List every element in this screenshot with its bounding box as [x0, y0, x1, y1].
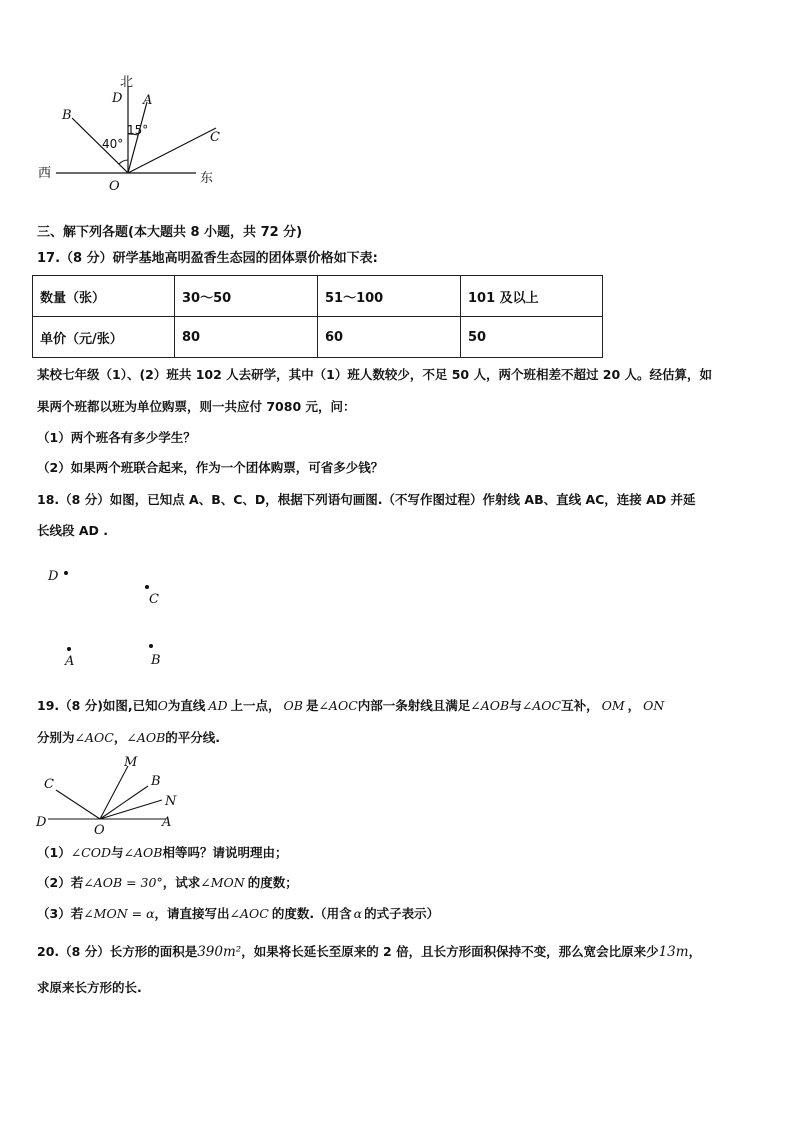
west-label: 西: [38, 166, 52, 181]
q17-body-line2: 果两个班都以班为单位购票，则一共应付 7080 元，问：: [37, 399, 356, 414]
math-cod: ∠COD: [70, 845, 112, 860]
table-cell: 80: [175, 317, 318, 358]
math-aoc: ∠AOC: [74, 730, 114, 745]
text: 的式子表示）: [364, 906, 440, 921]
point-b-label: B: [151, 653, 161, 668]
point-o-label: O: [94, 823, 105, 837]
table-cell: 60: [318, 317, 461, 358]
section-3-heading: 三、解下列各题(本大题共 8 小题，共 72 分): [37, 225, 303, 240]
text: 上一点，: [230, 698, 281, 713]
point-n-label: N: [165, 794, 177, 809]
angle-15-label: 15°: [127, 123, 149, 137]
math-ad: AD: [208, 698, 228, 713]
point-a-label: A: [143, 93, 153, 108]
text: 互补，: [561, 698, 599, 713]
q19-sub2: [37, 874, 298, 892]
q19-sub1: [37, 844, 287, 862]
q20-line2: 求原来长方形的长.: [37, 980, 142, 995]
math-expr: ∠AOB = 30°: [83, 875, 163, 890]
point-c-label: C: [44, 777, 54, 792]
math-mon: ∠MON: [200, 875, 245, 890]
table-cell: 数量（张）: [33, 276, 175, 317]
text: （2）若: [37, 875, 84, 890]
math-decrease: 13m: [658, 944, 689, 960]
math-aoc: ∠AOC: [229, 906, 269, 921]
point-c-label: C: [210, 130, 220, 145]
q20-line1: [37, 943, 701, 961]
math-expr: ∠MON = α: [83, 906, 155, 921]
math-aoc: ∠AOC: [318, 698, 358, 713]
math-om: OM: [601, 698, 625, 713]
text: ，请直接写出: [154, 906, 230, 921]
text: ，: [688, 944, 702, 959]
point-d-label: D: [112, 91, 123, 106]
q18-line1: 18.（8 分）如图，已知点 A、B、C、D，根据下列语句画图.（不写作图过程）作射线 AB、直线 AC，连接 AD 并延: [37, 492, 696, 507]
text: 分别为: [37, 730, 75, 745]
q19-line2: [37, 729, 220, 747]
q17-body-line1: 某校七年级（1）、(2）班共 102 人去研学，其中（1）班人数较少，不足 50 人，两个班相差不超过 20 人。经估算，如: [37, 367, 713, 382]
price-table: [32, 275, 603, 358]
table-cell: 30～50: [175, 276, 318, 317]
text: 相等吗？请说明理由；: [162, 845, 288, 860]
compass-figure: [30, 72, 230, 192]
point-a-label: A: [162, 815, 172, 830]
math-o: O: [157, 698, 168, 713]
math-on: ON: [643, 698, 665, 713]
point-o-label: O: [109, 179, 120, 192]
table-cell: 101 及以上: [461, 276, 603, 317]
text: ，: [113, 730, 127, 745]
point-c-label: C: [149, 592, 159, 607]
text: 为直线: [167, 698, 206, 713]
math-area: 390m²: [197, 944, 242, 960]
q18-line2: 长线段 AD .: [37, 523, 109, 538]
table-row: [33, 276, 603, 317]
text: 与: [111, 845, 124, 860]
table-row: [33, 317, 603, 358]
text: 的度数；: [247, 875, 298, 890]
table-cell: 50: [461, 317, 603, 358]
math-ob: OB: [283, 698, 303, 713]
text: ，试求: [162, 875, 201, 890]
text: ，如果将长延长至原来的 2 倍，且长方形面积保持不变，那么宽会比原来少: [241, 944, 659, 959]
point-a-label: A: [65, 654, 75, 669]
text: （1）: [37, 845, 71, 860]
point-d-label: D: [36, 815, 47, 830]
text: 与: [509, 698, 522, 713]
math-alpha: α: [353, 906, 363, 921]
point-b-label: B: [62, 108, 72, 123]
text: 的平分线.: [165, 730, 221, 745]
math-aoc: ∠AOC: [521, 698, 562, 713]
q19-line1: [37, 697, 664, 715]
q19-sub3: [37, 905, 439, 923]
math-aob: ∠AOB: [123, 845, 163, 860]
text: 内部一条射线且满足: [357, 698, 471, 713]
text: 是: [305, 698, 319, 713]
point-d-label: D: [48, 569, 59, 584]
q19-angle-figure: [30, 752, 190, 837]
text: 的度数.（用含: [271, 906, 352, 921]
table-cell: 单价（元/张）: [33, 317, 175, 358]
q17-sub1: （1）两个班各有多少学生？: [37, 430, 196, 445]
east-label: 东: [200, 171, 214, 186]
q17-sub2: （2）如果两个班联合起来，作为一个团体购票，可省多少钱？: [37, 460, 384, 475]
text: 19.（8 分)如图,已知: [37, 698, 158, 713]
q18-points-figure: [40, 560, 180, 675]
table-cell: 51～100: [318, 276, 461, 317]
math-aob: ∠AOB: [470, 698, 510, 713]
north-label: 北: [120, 75, 134, 90]
text: （3）若: [37, 906, 84, 921]
math-aob: ∠AOB: [126, 730, 166, 745]
point-m-label: M: [124, 755, 138, 770]
angle-40-label: 40°: [102, 137, 124, 151]
q17-heading: 17.（8 分）研学基地高明盈香生态园的团体票价格如下表:: [37, 251, 378, 266]
text: 20.（8 分）长方形的面积是: [37, 944, 198, 959]
text: ，: [627, 698, 641, 713]
point-b-label: B: [151, 774, 161, 789]
